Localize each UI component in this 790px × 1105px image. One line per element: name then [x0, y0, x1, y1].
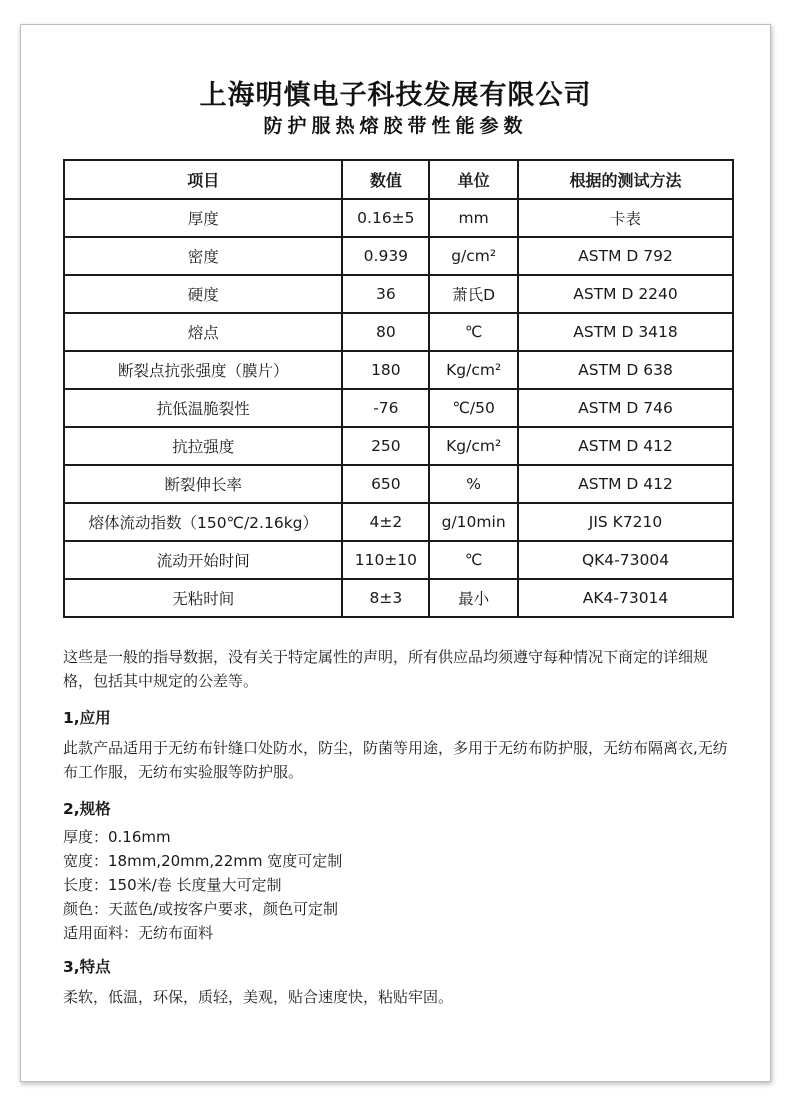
cell-test-method: ASTM D 2240 [518, 275, 733, 313]
cell-value: 80 [342, 313, 429, 351]
header-item: 项目 [64, 160, 342, 199]
spec-fabric: 适用面料：无纺布面料 [63, 924, 214, 942]
table-header-row [64, 160, 733, 199]
cell-unit: g/10min [429, 503, 518, 541]
cell-value: 4±2 [342, 503, 429, 541]
section-heading-application: 1,应用 [63, 709, 111, 727]
table-row [64, 541, 733, 579]
cell-value: 0.939 [342, 237, 429, 275]
cell-value: 0.16±5 [342, 199, 429, 237]
table-row [64, 503, 733, 541]
header-unit: 单位 [429, 160, 518, 199]
cell-value: -76 [342, 389, 429, 427]
cell-item: 熔体流动指数（150℃/2.16kg） [64, 503, 342, 541]
cell-item: 厚度 [64, 199, 342, 237]
table-row [64, 427, 733, 465]
specs-list [63, 825, 735, 945]
header-value: 数值 [342, 160, 429, 199]
cell-item: 熔点 [64, 313, 342, 351]
cell-item: 密度 [64, 237, 342, 275]
cell-unit: ℃/50 [429, 389, 518, 427]
table-row [64, 237, 733, 275]
parameters-table [63, 159, 734, 618]
cell-item: 断裂点抗张强度（膜片） [64, 351, 342, 389]
cell-test-method: QK4-73004 [518, 541, 733, 579]
spec-color: 颜色：天蓝色/或按客户要求，颜色可定制 [63, 900, 339, 918]
cell-unit: mm [429, 199, 518, 237]
spec-length: 长度：150米/卷 长度量大可定制 [63, 876, 282, 894]
cell-item: 无粘时间 [64, 579, 342, 617]
cell-value: 36 [342, 275, 429, 313]
cell-test-method: 卡表 [518, 199, 733, 237]
cell-unit: ℃ [429, 313, 518, 351]
spec-thickness: 厚度：0.16mm [63, 828, 171, 846]
table-row [64, 275, 733, 313]
table-row [64, 465, 733, 503]
table-row [64, 389, 733, 427]
cell-unit: 最小 [429, 579, 518, 617]
cell-value: 650 [342, 465, 429, 503]
cell-test-method: AK4-73014 [518, 579, 733, 617]
cell-value: 110±10 [342, 541, 429, 579]
document-subtitle: 防护服热熔胶带性能参数 [263, 115, 528, 137]
cell-value: 8±3 [342, 579, 429, 617]
cell-test-method: ASTM D 746 [518, 389, 733, 427]
cell-item: 抗拉强度 [64, 427, 342, 465]
cell-value: 180 [342, 351, 429, 389]
cell-value: 250 [342, 427, 429, 465]
cell-test-method: ASTM D 412 [518, 465, 733, 503]
cell-item: 抗低温脆裂性 [64, 389, 342, 427]
table-row [64, 579, 733, 617]
cell-test-method: ASTM D 412 [518, 427, 733, 465]
section-heading-features: 3,特点 [63, 958, 111, 976]
document-sheet [20, 24, 771, 1082]
header-test-method: 根据的测试方法 [518, 160, 733, 199]
table-row [64, 351, 733, 389]
cell-unit: g/cm² [429, 237, 518, 275]
application-text: 此款产品适用于无纺布针缝口处防水，防尘，防菌等用途，多用于无纺布防护服，无纺布隔离衣,无纺布工作服，无纺布实验服等防护服。 [63, 739, 728, 781]
cell-unit: Kg/cm² [429, 351, 518, 389]
cell-test-method: ASTM D 3418 [518, 313, 733, 351]
table-row [64, 313, 733, 351]
cell-test-method: ASTM D 638 [518, 351, 733, 389]
cell-test-method: ASTM D 792 [518, 237, 733, 275]
section-heading-specs: 2,规格 [63, 800, 111, 818]
cell-unit: 萧氏D [429, 275, 518, 313]
disclaimer-note: 这些是一般的指导数据，没有关于特定属性的声明，所有供应品均须遵守每种情况下商定的详细规格，包括其中规定的公差等。 [63, 648, 709, 690]
cell-test-method: JIS K7210 [518, 503, 733, 541]
company-title: 上海明慎电子科技发展有限公司 [199, 80, 592, 111]
cell-item: 断裂伸长率 [64, 465, 342, 503]
cell-item: 流动开始时间 [64, 541, 342, 579]
features-text: 柔软，低温，环保，质轻，美观，贴合速度快，粘贴牢固。 [63, 988, 454, 1006]
cell-unit: ℃ [429, 541, 518, 579]
table-row [64, 199, 733, 237]
spec-width: 宽度：18mm,20mm,22mm 宽度可定制 [63, 852, 343, 870]
cell-unit: Kg/cm² [429, 427, 518, 465]
cell-item: 硬度 [64, 275, 342, 313]
cell-unit: % [429, 465, 518, 503]
